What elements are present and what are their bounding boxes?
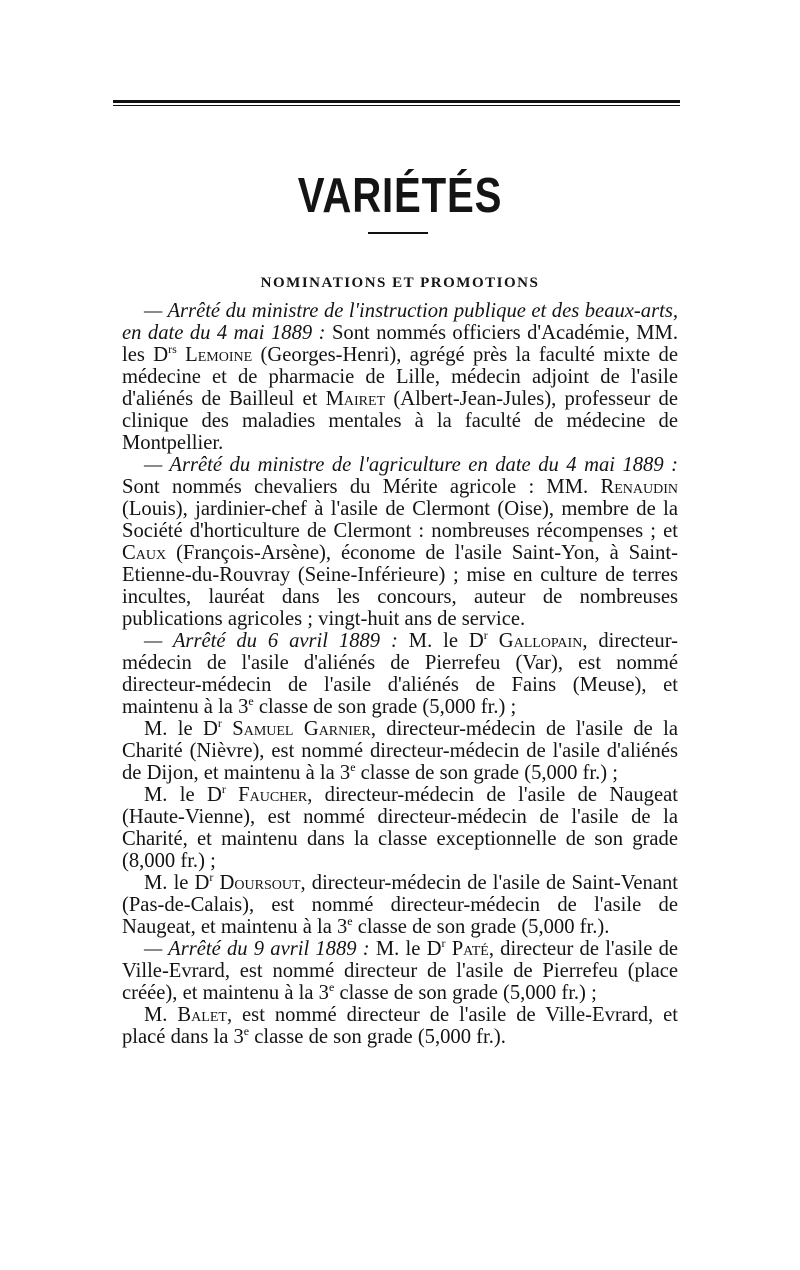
article-body bbox=[122, 300, 678, 1048]
person-name: Mairet bbox=[325, 388, 386, 410]
person-name: Faucher bbox=[238, 784, 308, 806]
person-name: Caux bbox=[122, 542, 167, 564]
decree-lead: — Arrêté du 9 avril 1889 : bbox=[144, 938, 370, 960]
person-name: Samuel Garnier bbox=[232, 718, 371, 740]
paragraph-arrete-9-avril: — Arrêté du 9 avril 1889 : M. le $D^r$ Paté, directeur de l'asile de Ville-Evrard, est nommé directeur de l'asile de Pierrefeu (place créée), et maintenu à la 3e classe de son grade (5,000 fr.) ; bbox=[122, 936, 679, 1004]
page-title: VARIÉTÉS bbox=[297, 169, 503, 223]
paragraph-arrete-6-avril: — Arrêté du 6 avril 1889 : M. le $D^r$ Gallopain, directeur-médecin de l'asile d'aliénés de Pierrefeu (Var), est nommé directeur-médecin de l'asile d'aliénés de Fains (Meuse), et maintenu à la 3e classe de son grade (5,000 fr.) ; bbox=[122, 628, 678, 718]
top-rule bbox=[113, 100, 680, 106]
person-name: Balet bbox=[177, 1004, 227, 1026]
paragraph-doursout: M. le $D^r$ Doursout, directeur-médecin de l'asile de Saint-Venant (Pas-de-Calais), est nommé directeur-médecin de l'asile de Naugeat, et maintenu à la 3e classe de son grade (5,000 fr.). bbox=[122, 870, 678, 938]
person-name: Renaudin bbox=[600, 476, 678, 498]
paragraph-balet: M. Balet, est nommé directeur de l'asile de Ville-Evrard, et placé dans la 3e classe de son grade (5,000 fr.). bbox=[122, 1004, 679, 1048]
title-rule bbox=[368, 232, 428, 234]
decree-lead: — Arrêté du ministre de l'instruction publique et des beaux-arts, en date du 4 mai 1889 : bbox=[122, 300, 678, 344]
section-heading: NOMINATIONS ET PROMOTIONS bbox=[260, 275, 540, 291]
paragraph-agriculture: — Arrêté du ministre de l'agriculture en date du 4 mai 1889 : Sont nommés chevaliers du Mérite agricole : MM. Renaudin (Louis), jardinier-chef à l'asile de Clermont (Oise), membre de la Société d'horticulture de Clermont : nombreuses récompenses ; et Caux (François-Arsène), économe de l'asile Saint-Yon, à Saint-Etienne-du-Rouvray (Seine-Inférieure) ; mise en culture de terres incultes, lauréat dans les concours, auteur de nombreuses publications agricoles ; vingt-huit ans de service. bbox=[122, 454, 678, 630]
decree-lead: — Arrêté du 6 avril 1889 : bbox=[144, 630, 398, 652]
paragraph-faucher: M. le $D^r$ Faucher, directeur-médecin de l'asile de Naugeat (Haute-Vienne), est nommé directeur-médecin de l'asile de la Charité, et maintenu dans la classe exceptionnelle de son grade (8,000 fr.) ; bbox=[122, 782, 678, 872]
paragraph-instruction-publique: — Arrêté du ministre de l'instruction publique et des beaux-arts, en date du 4 mai 1889 : Sont nommés officiers d'Académie, MM. les $D^{rs}$ Lemoine (Georges-Henri), agrégé près la faculté mixte de médecine et de pharmacie de Lille, médecin adjoint de l'asile d'aliénés de Bailleul et Mairet (Albert-Jean-Jules), professeur de clinique des maladies mentales à la faculté de médecine de Montpellier. bbox=[122, 300, 678, 454]
decree-lead: — Arrêté du ministre de l'agriculture en date du 4 mai 1889 : bbox=[144, 454, 678, 476]
person-name: Doursout bbox=[219, 872, 301, 894]
person-name: Gallopain bbox=[498, 630, 583, 652]
person-name: Paté bbox=[451, 938, 489, 960]
person-name: Lemoine bbox=[185, 344, 253, 366]
paragraph-garnier: M. le $D^r$ Samuel Garnier, directeur-médecin de l'asile de la Charité (Nièvre), est nommé directeur-médecin de l'asile d'aliénés de Dijon, et maintenu à la 3e classe de son grade (5,000 fr.) ; bbox=[122, 716, 678, 784]
